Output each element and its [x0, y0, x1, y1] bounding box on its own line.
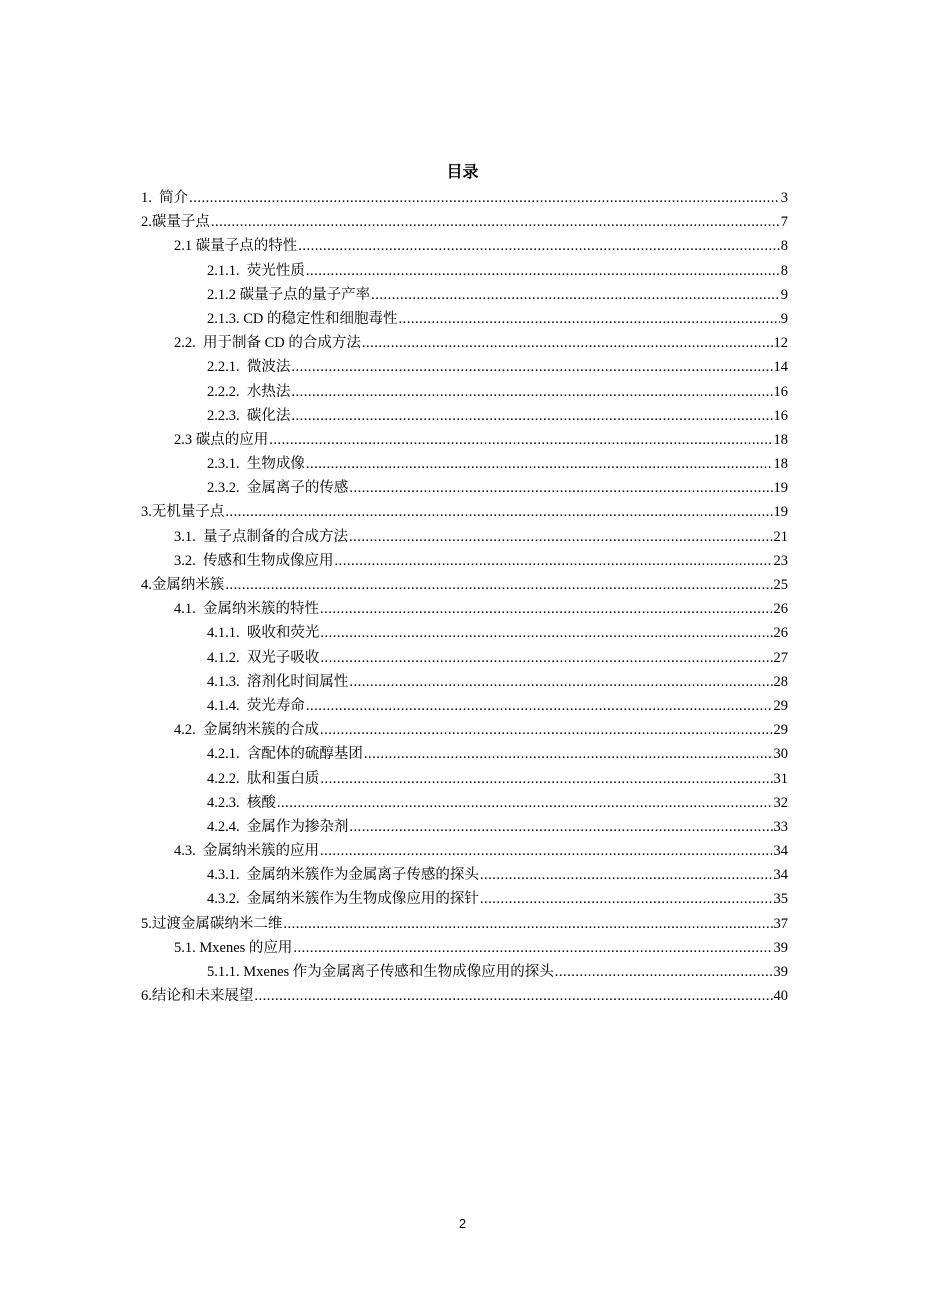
toc-entry[interactable]: [141, 331, 788, 355]
toc-entry-page: 33: [773, 818, 788, 835]
toc-entry[interactable]: [141, 307, 788, 331]
toc-entry-page: 28: [773, 673, 788, 690]
toc-entry[interactable]: [141, 887, 788, 911]
toc-entry[interactable]: [141, 694, 788, 718]
toc-entry[interactable]: [141, 839, 788, 863]
toc-entry-label: 3.2. 传感和生物成像应用: [174, 552, 334, 569]
toc-entry-label: 5.过渡金属碳纳米二维: [141, 915, 283, 932]
toc-entry-page: 39: [773, 939, 788, 956]
toc-entry-page: 35: [773, 891, 788, 908]
toc-entry[interactable]: [141, 186, 788, 210]
toc-leader-dots: [291, 355, 772, 379]
toc-entry-page: 29: [773, 697, 788, 714]
toc-leader-dots: [320, 767, 772, 791]
toc-entry-page: 26: [773, 625, 788, 642]
toc-entry-label: 4.2.4. 金属作为掺杂剂: [207, 818, 349, 835]
toc-entry-label: 4.3.1. 金属纳米簇作为金属离子传感的探头: [207, 867, 479, 884]
toc-leader-dots: [225, 500, 772, 524]
toc-entry[interactable]: [141, 210, 788, 234]
toc-entry-label: 1. 简介: [141, 190, 189, 206]
toc-entry[interactable]: [141, 500, 788, 524]
toc-entry-page: 40: [773, 988, 788, 1005]
toc-entry-page: 16: [773, 383, 788, 400]
table-of-contents: [141, 186, 788, 1008]
toc-entry[interactable]: [141, 234, 788, 258]
toc-leader-dots: [555, 960, 773, 984]
toc-leader-dots: [298, 234, 780, 258]
toc-entry-page: 27: [773, 649, 788, 666]
toc-entry-label: 2.1.2 碳量子点的量子产率: [207, 286, 371, 303]
toc-entry-label: 4.2.3. 核酸: [207, 794, 276, 811]
toc-leader-dots: [349, 670, 772, 694]
toc-entry-label: 3.无机量子点: [141, 504, 225, 521]
toc-leader-dots: [293, 936, 772, 960]
toc-leader-dots: [320, 597, 773, 621]
toc-entry[interactable]: [141, 646, 788, 670]
toc-entry[interactable]: [141, 283, 788, 307]
toc-entry-label: 4.1.4. 荧光寿命: [207, 697, 305, 714]
toc-entry[interactable]: [141, 573, 788, 597]
toc-entry-label: 5.1. Mxenes 的应用: [174, 939, 293, 956]
toc-leader-dots: [306, 694, 773, 718]
toc-leader-dots: [291, 380, 772, 404]
toc-entry-page: 25: [773, 577, 788, 593]
toc-entry-page: 19: [773, 504, 788, 521]
toc-entry-page: 8: [780, 262, 788, 279]
toc-entry[interactable]: [141, 767, 788, 791]
toc-entry-label: 2.1 碳量子点的特性: [174, 238, 298, 255]
toc-entry[interactable]: [141, 936, 788, 960]
toc-leader-dots: [225, 573, 772, 597]
toc-entry-label: 2.2.3. 碳化法: [207, 407, 291, 424]
toc-entry[interactable]: [141, 718, 788, 742]
toc-entry[interactable]: [141, 404, 788, 428]
toc-leader-dots: [291, 404, 772, 428]
toc-entry-label: 3.1. 量子点制备的合成方法: [174, 528, 348, 545]
toc-entry-page: 7: [780, 214, 788, 231]
toc-leader-dots: [320, 621, 772, 645]
toc-entry[interactable]: [141, 476, 788, 500]
toc-entry[interactable]: [141, 912, 788, 936]
toc-entry-label: 2.3.2. 金属离子的传感: [207, 480, 349, 497]
toc-entry[interactable]: [141, 597, 788, 621]
toc-entry-page: 39: [773, 964, 788, 980]
toc-entry[interactable]: [141, 815, 788, 839]
toc-entry-page: 12: [773, 335, 788, 352]
toc-entry-label: 4.2.1. 含配体的硫醇基团: [207, 746, 363, 763]
toc-leader-dots: [211, 210, 780, 234]
toc-entry-label: 2.1.3. CD 的稳定性和细胞毒性: [207, 310, 398, 327]
toc-entry-label: 4.1.3. 溶剂化时间属性: [207, 673, 349, 690]
toc-entry-label: 2.2. 用于制备 CD 的合成方法: [174, 335, 361, 352]
toc-leader-dots: [362, 331, 773, 355]
toc-leader-dots: [480, 863, 773, 887]
toc-leader-dots: [349, 476, 772, 500]
toc-leader-dots: [269, 428, 772, 452]
toc-entry-label: 6.结论和未来展望: [141, 988, 254, 1005]
toc-entry-page: 31: [773, 770, 788, 787]
toc-entry-label: 2.2.2. 水热法: [207, 383, 291, 400]
toc-entry-page: 32: [773, 794, 788, 811]
toc-entry-page: 26: [773, 601, 788, 618]
toc-entry-label: 2.碳量子点: [141, 214, 210, 231]
toc-leader-dots: [335, 549, 773, 573]
toc-entry-page: 34: [773, 867, 788, 884]
toc-entry-page: 9: [780, 286, 788, 303]
toc-entry-label: 2.2.1. 微波法: [207, 359, 291, 376]
toc-entry-label: 5.1.1. Mxenes 作为金属离子传感和生物成像应用的探头: [207, 964, 554, 980]
toc-entry-page: 18: [773, 431, 788, 448]
toc-leader-dots: [306, 452, 773, 476]
toc-entry-page: 34: [773, 843, 788, 860]
toc-entry-page: 3: [780, 190, 788, 206]
toc-leader-dots: [349, 525, 773, 549]
toc-leader-dots: [306, 259, 780, 283]
toc-entry-label: 4.3.2. 金属纳米簇作为生物成像应用的探针: [207, 891, 479, 908]
toc-entry-label: 4.1.2. 双光子吸收: [207, 649, 320, 666]
toc-entry[interactable]: [141, 355, 788, 379]
toc-entry[interactable]: [141, 791, 788, 815]
toc-entry[interactable]: [141, 984, 788, 1008]
toc-entry-label: 4.2. 金属纳米簇的合成: [174, 722, 319, 739]
toc-entry[interactable]: [141, 742, 788, 766]
toc-entry[interactable]: [141, 863, 788, 887]
toc-entry-page: 16: [773, 407, 788, 424]
toc-entry[interactable]: [141, 428, 788, 452]
toc-entry-label: 4.金属纳米簇: [141, 577, 225, 593]
toc-entry-page: 9: [780, 310, 788, 327]
toc-leader-dots: [277, 791, 773, 815]
page-title: 目录: [446, 164, 479, 181]
toc-entry-label: 4.3. 金属纳米簇的应用: [174, 843, 319, 860]
toc-entry-label: 2.3.1. 生物成像: [207, 456, 305, 473]
toc-entry-page: 37: [773, 915, 788, 932]
toc-entry-page: 30: [773, 746, 788, 763]
toc-leader-dots: [254, 984, 772, 1008]
toc-entry-label: 4.1. 金属纳米簇的特性: [174, 601, 319, 618]
toc-entry-label: 2.1.1. 荧光性质: [207, 262, 305, 279]
toc-leader-dots: [399, 307, 780, 331]
toc-entry[interactable]: [141, 525, 788, 549]
toc-leader-dots: [480, 887, 773, 911]
toc-entry[interactable]: [141, 549, 788, 573]
toc-entry[interactable]: [141, 960, 788, 984]
toc-leader-dots: [320, 718, 773, 742]
toc-entry[interactable]: [141, 621, 788, 645]
toc-leader-dots: [320, 839, 773, 863]
toc-entry-page: 29: [773, 722, 788, 739]
toc-entry-page: 8: [780, 238, 788, 255]
toc-entry[interactable]: [141, 380, 788, 404]
toc-entry-page: 18: [773, 456, 788, 473]
toc-entry-page: 23: [773, 552, 788, 569]
toc-leader-dots: [349, 815, 772, 839]
toc-entry[interactable]: [141, 452, 788, 476]
toc-entry-page: 19: [773, 480, 788, 497]
toc-entry[interactable]: [141, 259, 788, 283]
toc-leader-dots: [189, 186, 780, 210]
toc-leader-dots: [364, 742, 773, 766]
toc-leader-dots: [320, 646, 772, 670]
toc-entry-label: 4.2.2. 肽和蛋白质: [207, 770, 320, 787]
toc-leader-dots: [371, 283, 780, 307]
toc-entry-page: 21: [773, 528, 788, 545]
toc-entry-label: 2.3 碳点的应用: [174, 431, 269, 448]
toc-leader-dots: [283, 912, 772, 936]
toc-entry[interactable]: [141, 670, 788, 694]
page-number: 2: [458, 1216, 467, 1231]
toc-entry-page: 14: [773, 359, 788, 376]
toc-entry-label: 4.1.1. 吸收和荧光: [207, 625, 320, 642]
